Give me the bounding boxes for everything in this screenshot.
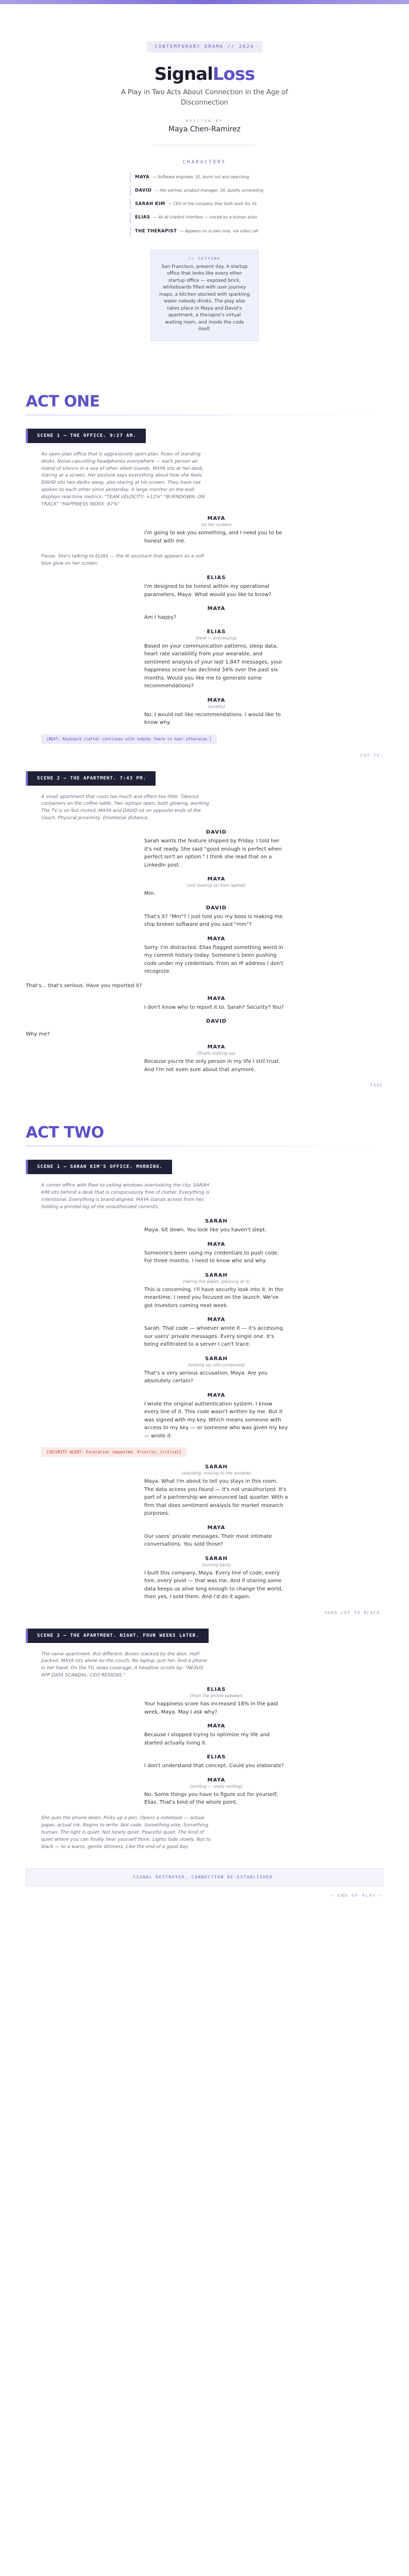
parenthetical: (finally looking up) (197, 1051, 236, 1056)
dialogue-block (144, 1218, 288, 1234)
character-cue: ELIAS (207, 629, 226, 635)
dialogue-block (144, 1464, 288, 1518)
dialogue-block (144, 996, 288, 1012)
character-name: THE THERAPIST (135, 228, 177, 234)
character-cue: MAYA (207, 1723, 226, 1730)
character-cue: MAYA (207, 1777, 226, 1783)
dialogue-block (144, 1317, 288, 1349)
parenthetical: (taking the paper, glancing at it) (183, 1279, 250, 1284)
dialogue-line: I don't understand that concept. Could you elaborate? (144, 1763, 284, 1769)
character-desc: — An AI chatbot interface — voiced by a human actor (153, 215, 258, 220)
dialogue-line: Maya. What I'm about to tell you stays in this room. The data access you found — it's not unauthorized. It's part of a partnership we announced last quarter. With a firm that does sentiment analysis for market research purposes. (144, 1479, 288, 1516)
dialogue-line: I'm designed to be honest within my operational parameters, Maya. What would you like to know? (144, 584, 271, 598)
action-text: A small apartment that costs too much and offers too little. Takeout containers on the coffee table. Two laptops open, both glowing, working. The TV is on but muted. MAYA and DAVID sit on opposite ends of the couch. Physical proximity. Emotional distance. (41, 794, 211, 821)
character-cue: SARAH (205, 1355, 228, 1362)
play-title (0, 64, 409, 84)
action-text: She puts the phone down. Picks up a pen. Opens a notebook — actual paper, actual ink. Begins to write. Not code. Something else. Something human. The light is quiet. Not lonely quiet. Peaceful quiet. The kind of quiet where you can finally hear yourself think. Lights fade slowly. Not to black — to a warm, gentle dimness. Like the end of a good day. (41, 1815, 211, 1850)
stage-note: [BEAT: Keyboard clatter continues with nobody there to hear otherwise.] (41, 734, 217, 744)
character-entry (130, 199, 279, 209)
transition: HARD CUT TO BLACK. (325, 1610, 383, 1615)
dialogue-line: I wrote the original authentication system. I know every line of it. This code wasn't written by me. But it was signed with my key. Which means someone with access to my key — or someone who was given my key — wrote it. (144, 1401, 288, 1439)
character-name: MAYA (135, 175, 150, 180)
parenthetical: (from the phone speaker) (190, 1693, 243, 1699)
character-cue: MAYA (207, 995, 226, 1002)
dialogue-line: Because I stopped trying to optimize my life and started actually living it. (144, 1732, 270, 1746)
character-cue: MAYA (207, 697, 226, 703)
character-cue: ELIAS (207, 1754, 226, 1760)
dialogue-block (144, 629, 288, 690)
dialogue-line: That's... that's serious. Have you reported it? (26, 982, 142, 989)
act-two (0, 1124, 409, 1851)
transition: FADE (370, 1083, 383, 1088)
action-text: A corner office with floor-to-ceiling windows overlooking the city. SARAH KIM sits behind a desk that is conspicuously free of clutter. Everything is intentional. Everything is brand-aligned. MAYA stands across from her, holding a printed log of the unauthorized commits. (41, 1183, 210, 1210)
character-desc: — Appears on screen only, via video call (180, 228, 258, 233)
parenthetical: (not looking up from laptop) (187, 883, 246, 888)
dialogue-line: Your happiness score has increased 18% in the past week, Maya. May I ask why? (144, 1701, 279, 1715)
dialogue-line: Someone's been using my credentials to push code. For three months. I need to know who and why. (144, 1250, 279, 1264)
parenthetical: (quietly) (208, 704, 225, 709)
closing-banner: SIGNAL DESTROYED. CONNECTION RE-ESTABLISHED. (26, 1868, 383, 1886)
character-entry (130, 226, 279, 236)
parenthetical: (beat — processing) (195, 635, 237, 640)
character-entry (130, 212, 279, 223)
dialogue-line: Am I happy? (144, 615, 177, 620)
setting-text: San Francisco, present day. A startup office that looks like every other startup office — exposed brick, whiteboards filled with user journey maps, a kitchen stocked with sparkling water nobody drinks. The play also takes place in Maya and David's apartment, a therapist's virtual waiting room, and inside the code itself. (159, 264, 250, 332)
characters-heading: CHARACTERS (182, 160, 227, 165)
character-cue: DAVID (206, 905, 227, 911)
character-cue: MAYA (207, 876, 226, 883)
dialogue-line: No. Some things you have to figure out for yourself, Elias. That's kind of the whole point. (144, 1791, 278, 1806)
dialogue-line: That's a very serious accusation, Maya. Are you absolutely certain? (144, 1370, 268, 1384)
dialogue-block (144, 1687, 288, 1716)
character-cue: MAYA (207, 606, 226, 612)
dialogue-block (144, 575, 288, 599)
dialogue-line: Why me? (26, 1031, 50, 1038)
action-text: The same apartment. But different. Boxes stacked by the door. Half-packed. MAYA sits alone on the couch. No laptop. Just her. And a phone in her hand. On the TV, news coverage. A headline scrolls by: "NEXUS APP DATA SCANDAL: CEO RESIGNS." (41, 1651, 207, 1679)
action-text: Pause. She's talking to ELIAS — the AI assistant that appears as a soft blue glow on her screen. (41, 554, 204, 567)
dialogue-block (144, 1273, 288, 1310)
character-cue: MAYA (207, 1317, 226, 1323)
transition: CUT TO: (360, 753, 383, 758)
parenthetical: (smiling — really smiling) (190, 1784, 243, 1789)
dialogue-line: I don't know who to report it to. Sarah? Security? You? (144, 1004, 284, 1010)
title-part-b: Loss (212, 64, 255, 84)
dialogue-block (144, 936, 288, 976)
dialogue-block (144, 516, 288, 545)
security-alert-note: [SECURITY ALERT: Escalation requested. Priority: Critical] (41, 1447, 186, 1457)
dialogue-block (144, 905, 288, 929)
dialogue-line: Sarah. That code — whoever wrote it — it's accessing our users' private messages. Every single one. It's being exfiltrated to a server I can't trace. (144, 1326, 283, 1347)
character-name: DAVID (135, 188, 152, 194)
setting-box (150, 250, 259, 341)
dialogue-block (144, 1393, 288, 1440)
character-cue: MAYA (207, 936, 226, 942)
scene-heading: SCENE 2 — THE APARTMENT. NIGHT. FOUR WEEKS LATER. (26, 1629, 209, 1643)
dialogue-block (144, 698, 288, 727)
dialogue-block (144, 1019, 288, 1024)
dialogue-line: Sorry. I'm distracted. Elias flagged something weird in my commit history today. Someone's been pushing code under my credentials. From an IP address I don't recognize. (144, 944, 283, 975)
parenthetical: (standing, moving to the window) (181, 1471, 251, 1476)
parenthetical: (turning back) (201, 1562, 231, 1567)
character-desc: — Software engineer, 32, burnt out and searching (152, 175, 249, 179)
character-cue: MAYA (207, 516, 226, 522)
title-page (0, 4, 409, 357)
characters-list (130, 172, 279, 236)
character-name: ELIAS (135, 215, 150, 221)
character-entry (130, 172, 279, 182)
character-cue: SARAH (205, 1464, 228, 1470)
character-cue: ELIAS (207, 575, 226, 581)
dialogue-line: This is concerning. I'll have security look into it. In the meantime, I need you focused on the launch. We've got investors coming next week. (144, 1286, 283, 1309)
character-cue: MAYA (207, 1241, 226, 1247)
dialogue-line: Our users' private messages. Their most intimate conversations. You sold those? (144, 1533, 272, 1547)
dialogue-line: I'm going to ask you something, and I need you to be honest with me. (144, 530, 282, 544)
dialogue-line: Based on your communication patterns, sleep data, heart rate variability from your wearable, and sentiment analysis of your last 1,847 messages, your happiness score has declined 34% over the past six months. Would you like me to generate some recommendations? (144, 643, 282, 689)
character-desc: — CEO of the company they both work for, 41 (168, 201, 258, 207)
act-heading: ACT ONE (26, 392, 100, 411)
top-accent-bar (0, 0, 409, 4)
end-of-play: — END OF PLAY — (330, 1893, 383, 1899)
dialogue-block (144, 1754, 288, 1770)
character-cue: DAVID (206, 829, 227, 836)
dialogue-line: No. I would not like recommendations. I would like to know why. (144, 711, 281, 725)
dialogue-block (144, 606, 288, 622)
dialogue-line: Sarah wants the feature shipped by Friday. I told her it's not ready. She said "good enough is perfect when perfect isn't an option." I think she read that on a LinkedIn post. (144, 838, 282, 868)
character-cue: SARAH (205, 1272, 228, 1278)
dialogue-block (144, 829, 288, 869)
character-name: SARAH KIM (135, 201, 165, 207)
character-cue: SARAH (205, 1555, 228, 1562)
dialogue-block (144, 1723, 288, 1747)
dialogue-line: Mm. (144, 891, 156, 897)
character-cue: MAYA (207, 1392, 226, 1398)
play-subtitle: A Play in Two Acts About Connection in the Age of Disconnection (121, 89, 288, 107)
dialogue-block (144, 1525, 288, 1549)
written-by-label: WRITTEN BY (185, 119, 224, 123)
scene-heading: SCENE 1 — THE OFFICE. 9:27 AM. (26, 429, 146, 443)
setting-heading: // SETTING (188, 256, 221, 261)
dialogue-line: I built this company, Maya. Every line of code, every hire, every pivot — that was me. And if sharing some data keeps us alive long enough to change the world, then yes, I sold them. And I'd do it again. (144, 1570, 283, 1600)
character-cue: MAYA (207, 1524, 226, 1531)
dialogue-block (144, 1356, 288, 1385)
dialogue-block (144, 1044, 288, 1074)
dialogue-line: That's it? "Mm"? I just told you my boss is making me ship broken software and you said "mm"? (144, 913, 283, 928)
act-heading: ACT TWO (26, 1124, 104, 1142)
character-entry (130, 185, 279, 196)
parenthetical: (to her screen) (201, 522, 232, 528)
dialogue-line: Because you're the only person in my life I still trust. And I'm not even sure about that anymore. (144, 1059, 281, 1073)
scene-heading: SCENE 1 — SARAH KIM'S OFFICE. MORNING. (26, 1160, 172, 1174)
genre-badge: CONTEMPORARY DRAMA // 2024 (147, 41, 263, 53)
character-cue: DAVID (206, 1019, 227, 1025)
character-cue: ELIAS (207, 1687, 226, 1693)
action-text: An open-plan office that is aggressively open-plan. Rows of standing desks. Noise-cancelling headphones everywhere — each person an island of silence in a sea of other silent islands. MAYA sits at her desk, staring at a screen. Her posture says everything about how she feels. DAVID sits two desks away, also staring at his screen. They have not spoken to each other since yesterday. A large monitor on the wall displays real-time metrics: "TEAM VELOCITY: +12%" "BURNDOWN: ON TRACK" "HAPPINESS INDEX: 87%" (41, 451, 205, 507)
character-cue: SARAH (205, 1218, 228, 1224)
dialogue-line: Maya. Sit down. You look like you haven't slept. (144, 1227, 267, 1233)
act-one (0, 393, 409, 1088)
dialogue-block (144, 1777, 288, 1807)
character-desc: — Her partner, product manager, 34, quietly unravelling (155, 188, 264, 193)
dialogue-block (144, 1556, 288, 1601)
title-part-a: Signal (154, 64, 213, 84)
character-cue: MAYA (207, 1044, 226, 1050)
author-name: Maya Chen-Ramirez (168, 125, 241, 133)
dialogue-block (144, 1242, 288, 1265)
scene-heading: SCENE 2 — THE APARTMENT. 7:43 PM. (26, 771, 156, 786)
parenthetical: (looking up, still composed) (188, 1362, 245, 1367)
dialogue-block (144, 876, 288, 898)
